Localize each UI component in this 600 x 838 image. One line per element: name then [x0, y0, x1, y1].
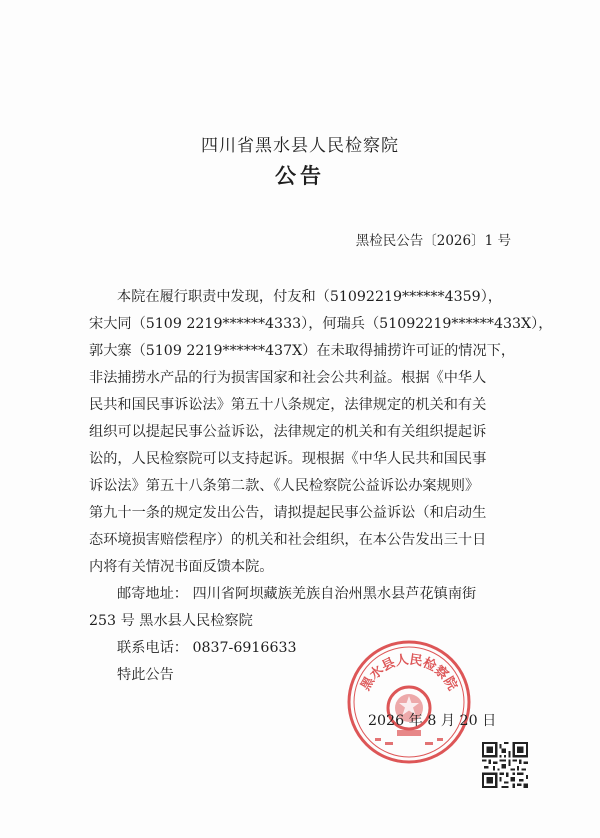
paragraph-line: 宋大同（5109 2219******4333），何瑞兵（51092219******433X）， — [89, 316, 553, 332]
paragraph-line: 内将有关情况书面反馈本院。 — [89, 559, 274, 575]
qr-code-icon — [482, 742, 528, 788]
seal-text: 黑水县人民检察院 — [358, 652, 460, 694]
mailing-address-line: 邮寄地址： 四川省阿坝藏族羌族自治州黑水县芦花镇南街 — [117, 586, 477, 602]
paragraph-line: 诉讼法》第五十八条第二款、《人民检察院公益诉讼办案规则》 — [89, 478, 480, 494]
mailing-address — [89, 581, 519, 635]
paragraph-line: 民共和国民事诉讼法》第五十八条规定，法律规定的机关和有关 — [89, 397, 487, 413]
contact-phone: 联系电话： 0837-6916633 — [117, 640, 297, 656]
paragraph-line: 郭大寨（5109 2219******437X）在未取得捕捞许可证的情况下， — [89, 343, 516, 359]
paragraph-line: 态环境损害赔偿程序）的机关和社会组织，在本公告发出三十日 — [89, 532, 487, 548]
paragraph-line: 第九十一条的规定发出公告，请拟提起民事公益诉讼（和启动生 — [89, 505, 487, 521]
document-number: 黑检民公告〔2026〕1 号 — [355, 233, 511, 249]
main-paragraph — [89, 284, 553, 581]
paragraph-line: 本院在履行职责中发现，付友和（51092219******4359）， — [117, 289, 502, 305]
paragraph-line: 讼的，人民检察院可以支持起诉。现根据《中华人民共和国民事 — [89, 451, 487, 467]
notice-body — [89, 284, 553, 689]
paragraph-line: 组织可以提起民事公益诉讼，法律规定的机关和有关组织提起诉 — [89, 424, 487, 440]
closing-line: 特此公告 — [117, 667, 174, 683]
paragraph-line: 非法捕捞水产品的行为损害国家和社会公共利益。根据《中华人 — [89, 370, 487, 386]
issuing-organization: 四川省黑水县人民检察院 — [201, 136, 399, 156]
official-seal-stamp — [345, 638, 473, 766]
seal-inner-script — [375, 738, 443, 745]
document-title: 公告 — [275, 163, 325, 188]
mailing-address-line: 253 号 黑水县人民检察院 — [89, 613, 253, 629]
issue-date: 2026 年 8 月 20 日 — [368, 713, 497, 729]
